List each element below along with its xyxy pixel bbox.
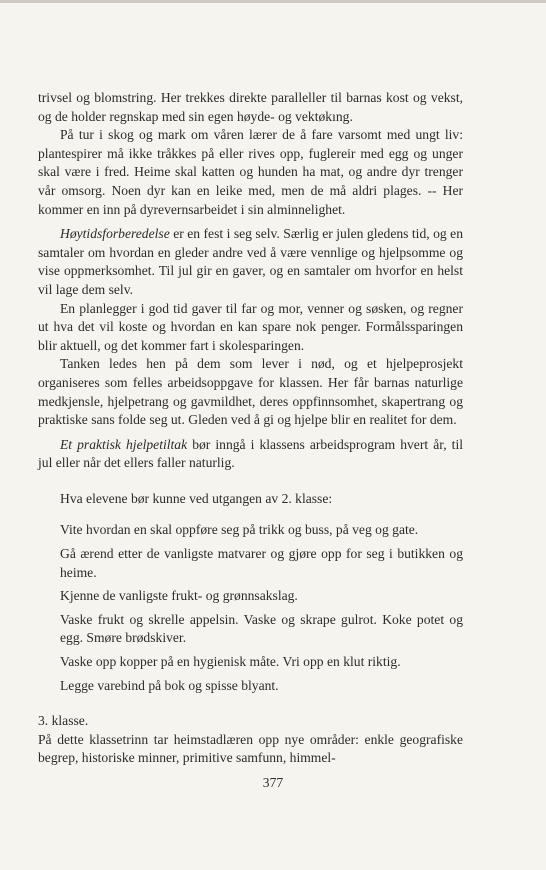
- page-edge: [0, 0, 546, 3]
- italic-term: Høytidsforberedelse: [60, 226, 170, 242]
- paragraph: En planlegger i god tid gaver til far og mor, venner og søsken, og regner ut hva det vil koste og hvordan en kan spare nok penger. Formålssparingen blir aktuell, og det kommer fart i skolesparingen.: [38, 300, 463, 353]
- paragraph: På dette klassetrinn tar heimstadlæren opp nye områder: enkle geografiske begrep, historiske minner, primitive samfunn, himmel-: [38, 731, 463, 766]
- italic-term: Et praktisk hjelpetiltak: [60, 436, 188, 452]
- list-item: Gå ærend etter de vanligste matvarer og gjøre opp for seg i butikken og heime.: [60, 546, 463, 580]
- page-number: 377: [262, 775, 284, 790]
- skills-list: [38, 521, 463, 695]
- paragraph: [38, 225, 463, 299]
- paragraph: Tanken ledes hen på dem som lever i nød, og et hjelpeprosjekt organiseres som felles arbeidsoppgave for klassen. Her får barnas naturlige medkjensle, hjelpetrang og gavmildhet, deres oppfinnsomhet, skapertrang og praktiske sans folde seg ut. Gleden ved å gi og hjelpe blir en realitet for dem.: [38, 356, 463, 428]
- body-text: [38, 89, 463, 768]
- paragraph: På tur i skog og mark om våren lærer de å fare varsomt med ungt liv: plantespirer må ikke tråkkes på eller rives opp, fuglereir med egg og unger skal være i fred. Heime skal katten og hunden ha mat, og andre dyr trenger vår omsorg. Noen dyr kan en leike med, men de må aldri plages. -- Her kommer en inn på dyrevernsarbeidet i sin alminnelighet.: [38, 127, 463, 217]
- list-item: Legge varebind på bok og spisse blyant.: [60, 677, 279, 693]
- list-item: Vite hvordan en skal oppføre seg på trikk og buss, på veg og gate.: [60, 522, 419, 538]
- paragraph: [38, 436, 463, 473]
- list-item: Vaske opp kopper på en hygienisk måte. Vri opp en klut riktig.: [60, 654, 401, 670]
- list-item: Vaske frukt og skrelle appelsin. Vaske og skrape gulrot. Koke potet og egg. Smøre brødskiver.: [60, 611, 463, 646]
- skills-heading: Hva elevene bør kunne ved utgangen av 2. klasse:: [60, 490, 333, 506]
- paragraph-text: er en fest i seg selv. Særlig er julen gledens tid, og en samtaler om hvordan en gleder andre ved å være vennlige og hjelpsomme og vise oppmerksomhet. Til jul gir en gaver, og en samtaler om hvorfor en helst vil lage dem selv.: [38, 226, 463, 297]
- paragraph-text: bør inngå i klassens arbeidsprogram hvert år, til jul eller når det ellers faller naturlig.: [38, 436, 464, 471]
- paragraph: trivsel og blomstring. Her trekkes direkte paralleller til barnas kost og vekst, og de holder regnskap med sin egen høyde- og vektøkıng.: [38, 90, 463, 124]
- list-item: Kjenne de vanligste frukt- og grønnsakslag.: [60, 588, 298, 604]
- section-heading: 3. klasse.: [38, 713, 89, 729]
